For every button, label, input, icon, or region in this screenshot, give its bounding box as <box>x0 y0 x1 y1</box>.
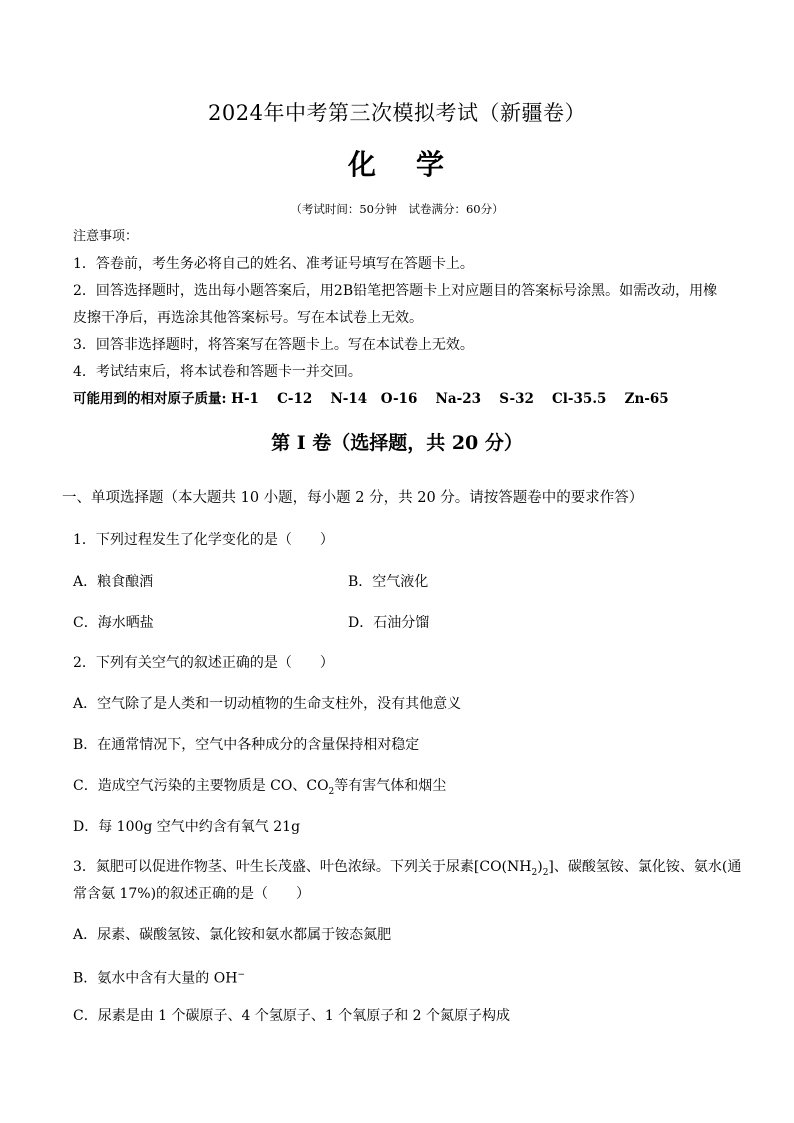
subject-char-2: 学 <box>416 148 447 181</box>
question-1-option-c: C．海水晒盐 <box>73 615 154 631</box>
question-3-option-b <box>73 965 723 989</box>
question-2-option-c <box>73 776 723 802</box>
exam-title: 2024年中考第三次模拟考试（新疆卷） <box>208 101 586 125</box>
question-3-stem-line-1 <box>73 857 742 883</box>
notice-item-1: 1．答卷前，考生务必将自己的姓名、准考证号填写在答题卡上。 <box>73 256 474 272</box>
subject-char-1: 化 <box>347 148 378 181</box>
question-2-option-c-subscript: 2 <box>328 786 335 797</box>
question-3-option-b-superscript: − <box>237 970 245 980</box>
question-2-option-b: B．在通常情况下，空气中各种成分的含量保持相对稳定 <box>73 737 420 753</box>
question-3-stem-subscript-1: 2 <box>531 867 538 878</box>
question-2-option-c-suffix: 等有害气体和烟尘 <box>334 778 447 794</box>
question-3-stem-suffix: ]、碳酸氢铵、氯化铵、氨水(通 <box>548 859 742 875</box>
subject-title <box>0 143 794 183</box>
question-3-option-c: C．尿素是由 1 个碳原子、4 个氢原子、1 个氧原子和 2 个氮原子构成 <box>73 1008 511 1024</box>
question-2-option-c-prefix: C．造成空气污染的主要物质是 CO、CO <box>73 778 329 794</box>
notice-item-2-line-1: 2．回答选择题时，选出每小题答案后，用2B铅笔把答题卡上对应题目的答案标号涂黑。如需改动，用橡 <box>73 283 718 299</box>
question-1-option-d: D．石油分馏 <box>348 615 430 631</box>
question-1-stem: 1．下列过程发生了化学变化的是（ ） <box>73 532 334 548</box>
question-2-option-a: A．空气除了是人类和一切动植物的生命支柱外，没有其他意义 <box>73 696 462 712</box>
notice-heading: 注意事项： <box>73 229 139 244</box>
section-title: 第 I 卷（选择题，共 20 分） <box>271 432 523 454</box>
question-3-stem-line-2: 常含氨 17%)的叙述正确的是（ ） <box>73 886 311 902</box>
question-3-option-b-prefix: B．氨水中含有大量的 OH <box>73 970 238 987</box>
exam-info: （考试时间：50分钟 试卷满分：60分） <box>290 202 504 216</box>
question-3-stem-subscript-2: 2 <box>542 867 549 878</box>
question-1-option-b: B．空气液化 <box>348 574 429 590</box>
atomic-mass-line: 可能用到的相对原子质量: H-1 C-12 N-14 O-16 Na-23 S-32 Cl-35.5 Zn-65 <box>73 391 669 407</box>
notice-item-2-line-2: 皮擦干净后，再选涂其他答案标号。写在本试卷上无效。 <box>73 310 423 326</box>
notice-item-3: 3．回答非选择题时，将答案写在答题卡上。写在本试卷上无效。 <box>73 337 474 353</box>
notice-item-4: 4．考试结束后，将本试卷和答题卡一并交回。 <box>73 364 362 380</box>
question-2-stem: 2．下列有关空气的叙述正确的是（ ） <box>73 655 334 671</box>
question-3-stem-mid: ) <box>537 859 543 875</box>
question-3-stem-prefix: 3．氮肥可以促进作物茎、叶生长茂盛、叶色浓绿。下列关于尿素[CO(NH <box>73 859 532 875</box>
question-1-option-a: A．粮食酿酒 <box>73 574 154 590</box>
question-3-option-a: A．尿素、碳酸氢铵、氯化铵和氨水都属于铵态氮肥 <box>73 927 392 943</box>
question-2-option-d: D．每 100g 空气中约含有氧气 21g <box>73 819 301 835</box>
part-heading: 一、单项选择题（本大题共 10 小题，每小题 2 分，共 20 分。请按答题卷中的要求作答） <box>62 490 644 506</box>
